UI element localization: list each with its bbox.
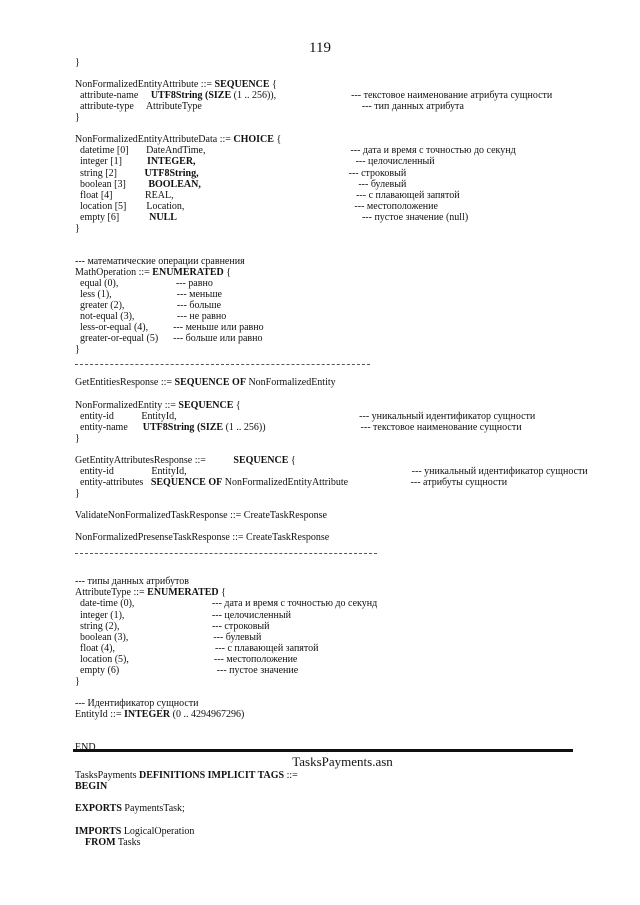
code-token: IMPORTS (75, 825, 122, 837)
code-token: UTF8String (150, 90, 203, 102)
code-token: ENUMERATED (152, 266, 224, 278)
code-token: (SIZE (204, 90, 232, 102)
code-token: } (75, 487, 80, 499)
code-token: --- текстовое наименование атрибута сущности (276, 90, 553, 102)
code-line (75, 477, 507, 489)
code-token: FROM (85, 836, 116, 848)
code-line (75, 333, 263, 345)
code-token: MathOperation ::= (75, 266, 153, 278)
code-token: BEGIN (75, 781, 108, 793)
code-token: date-time (0), --- дата и время с точностью до секунд (75, 598, 378, 610)
code-token: integer [1] (75, 156, 147, 168)
code-line (75, 709, 244, 721)
code-token: string [2] (75, 167, 145, 179)
code-token: ::= (284, 770, 298, 781)
code-line (75, 837, 141, 849)
code-token: { (218, 587, 226, 599)
code-token: SEQUENCE (178, 399, 234, 411)
code-line (75, 532, 329, 544)
code-line (75, 510, 327, 522)
code-token: NonFormalizedEntityAttribute ::= (75, 79, 215, 91)
code-token: --- типы данных атрибутов (75, 576, 189, 588)
code-line (75, 676, 80, 688)
code-line (75, 112, 80, 124)
code-token: --- Идентификатор сущности (75, 697, 199, 709)
code-token: entity-attributes (75, 476, 151, 488)
code-token: { (233, 399, 241, 411)
code-token: attribute-type AttributeType --- тип данных атрибута (75, 101, 464, 113)
code-token: --- целочисленный (195, 156, 435, 168)
code-token: LogicalOperation (121, 825, 195, 837)
code-line (75, 212, 468, 224)
code-line (75, 803, 185, 815)
code-line (75, 770, 298, 782)
code-token: equal (0), --- равно (75, 278, 213, 289)
code-token: float (4), --- с плавающей запятой (75, 642, 319, 654)
page-number: 119 (309, 40, 331, 56)
code-token: } (75, 57, 80, 68)
code-token: --- математические операции сравнения (75, 255, 245, 267)
code-token: END (75, 742, 96, 754)
code-token: { (223, 266, 232, 278)
code-token: } (75, 222, 80, 234)
dashed-separator (75, 364, 370, 365)
code-token: TasksPayments (75, 770, 140, 781)
code-token: AttributeType ::= (75, 587, 148, 599)
code-token: NonFormalizedEntityAttribute --- атрибуты сущности (222, 476, 508, 488)
code-token: empty (6) --- пустое значение (75, 664, 299, 676)
code-line (75, 344, 80, 356)
code-line (75, 781, 107, 793)
code-token: DEFINITIONS IMPLICIT TAGS (139, 770, 285, 781)
code-token: CHOICE (233, 134, 274, 146)
code-token: less (1), --- меньше (75, 289, 222, 301)
code-token: } (75, 432, 80, 444)
code-token: SEQUENCE (214, 79, 270, 91)
code-line (75, 377, 336, 389)
code-token: INTEGER (123, 708, 171, 720)
code-token: SEQUENCE OF (150, 476, 223, 488)
code-token: ValidateNonFormalizedTaskResponse ::= CreateTaskResponse (75, 510, 327, 522)
code-line (75, 101, 464, 113)
code-token: --- булевый (200, 178, 407, 190)
code-token: greater (2), --- больше (75, 300, 222, 312)
code-line (75, 422, 522, 434)
file-name: TasksPayments.asn (292, 754, 393, 769)
code-token: UTF8String (142, 421, 195, 433)
code-token: boolean [3] (75, 178, 149, 190)
code-token: --- строковый (198, 167, 407, 179)
code-token: EntityId ::= (75, 708, 124, 720)
code-token: entity-id EntityId, --- уникальный идентификатор сущности (75, 410, 536, 422)
code-token: empty [6] (75, 211, 150, 223)
code-token: entity-name (75, 421, 143, 433)
code-token: UTF8String, (144, 167, 199, 179)
code-line (75, 433, 80, 445)
file-separator (73, 749, 573, 752)
code-token (75, 837, 85, 848)
code-token: { (269, 79, 277, 91)
code-token: less-or-equal (4), --- меньше или равно (75, 322, 264, 334)
code-token: PaymentsTask; (121, 803, 185, 815)
code-token: location [5] Location, --- местоположение (75, 200, 438, 212)
code-token: float [4] REAL, --- с плавающей запятой (75, 189, 460, 201)
code-token: integer (1), --- целочисленный (75, 609, 291, 621)
code-token: EXPORTS (75, 803, 122, 815)
code-token: Tasks (115, 836, 141, 848)
code-line (75, 223, 80, 235)
code-token: SEQUENCE (233, 454, 289, 466)
code-token: } (75, 344, 80, 356)
code-token: ENUMERATED (147, 587, 219, 599)
code-token: string (2), --- строковый (75, 620, 270, 632)
code-token: GetEntitiesResponse ::= (75, 377, 175, 389)
code-token: } (75, 112, 80, 124)
dashed-separator (75, 553, 377, 554)
code-token: not-equal (3), --- не равно (75, 311, 227, 323)
code-token: location (5), --- местоположение (75, 653, 298, 665)
code-token: SEQUENCE OF (174, 377, 246, 389)
code-token: attribute-name (75, 90, 151, 102)
code-line (75, 57, 80, 69)
code-token: datetime [0] DateAndTime, --- дата и время с точностью до секунд (75, 145, 516, 157)
code-token: } (75, 675, 80, 687)
code-token: NonFormalizedEntityAttributeData ::= (75, 134, 234, 146)
code-token: boolean (3), --- булевый (75, 631, 262, 643)
code-token: (1 .. 256)) --- текстовое наименование сущности (223, 421, 522, 433)
code-line (75, 488, 80, 500)
code-token: entity-id EntityId, --- уникальный идентификатор сущности (75, 465, 588, 477)
code-token: NULL (149, 211, 177, 223)
code-token: BOOLEAN, (148, 178, 201, 190)
code-token: (SIZE (196, 421, 224, 433)
code-token: greater-or-equal (5) --- больше или равно (75, 333, 263, 345)
code-token: GetEntityAttributesResponse ::= (75, 454, 234, 466)
code-token: (0 .. 4294967296) (170, 708, 245, 720)
code-token: { (273, 134, 282, 146)
code-token: { (288, 454, 296, 466)
code-token: INTEGER, (146, 156, 196, 168)
code-token: NonFormalizedPresenseTaskResponse ::= CreateTaskResponse (75, 532, 330, 544)
code-token: (1 .. 256)), (231, 90, 277, 102)
code-line (75, 665, 298, 677)
code-token: NonFormalizedEntity ::= (75, 399, 179, 411)
code-token: --- пустое значение (null) (176, 211, 469, 223)
code-token: NonFormalizedEntity (245, 377, 336, 389)
